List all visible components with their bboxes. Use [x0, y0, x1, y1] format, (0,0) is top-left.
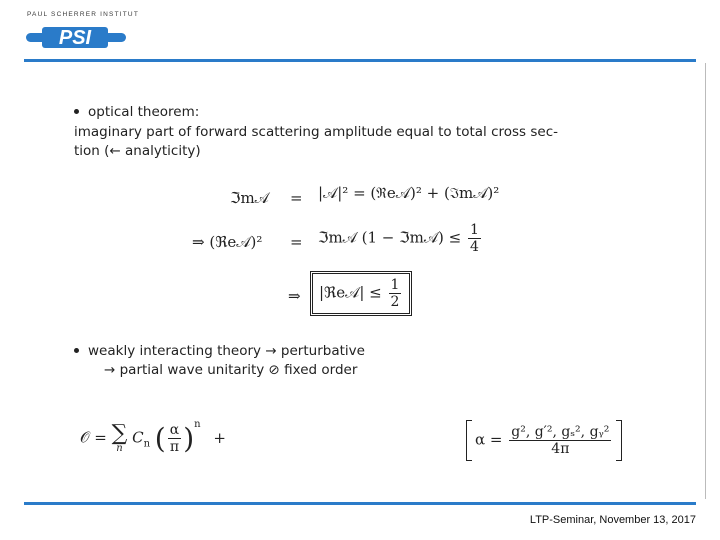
- bullet1-title: optical theorem:: [88, 104, 200, 120]
- bullet1-line2: tion (← analyticity): [74, 143, 201, 159]
- eq3-num: 1: [390, 277, 400, 293]
- eq1-lhs: ℑm𝒜: [230, 189, 269, 207]
- series-equation: 𝒪 = ∑ n $C_n$ ( $\frac{\alpha}{\pi}$ )$^n$ +: [80, 418, 226, 455]
- sum-symbol: [111, 420, 128, 454]
- bullet-icon: [74, 348, 79, 353]
- alpha-lhs: α =: [475, 430, 503, 449]
- footer-text: LTP-Seminar, November 13, 2017: [529, 514, 696, 526]
- bullet-weakly-interacting: [74, 342, 365, 361]
- right-border: [705, 63, 706, 499]
- eq2-fraction: [468, 222, 481, 255]
- bullet2-line2: → partial wave unitarity ⊘ fixed order: [104, 362, 358, 378]
- eq3-fraction: [389, 277, 402, 310]
- series-coeff-sub: n: [143, 438, 151, 450]
- eq2-lhs: ⇒ (ℜe𝒜)²: [192, 233, 263, 251]
- eq2-rhs-text: ℑm𝒜 (1 − ℑm𝒜) ≤: [318, 228, 462, 247]
- bullet-icon: [74, 109, 79, 114]
- eq3-arrow: ⇒: [288, 287, 301, 305]
- bullet2-line1: weakly interacting theory → perturbative: [88, 343, 365, 359]
- eq2-equals: =: [290, 233, 303, 251]
- sum-index: n: [116, 442, 123, 454]
- series-coeff: C: [132, 428, 144, 447]
- series-num: α: [169, 422, 180, 438]
- series-lhs: 𝒪 =: [80, 428, 107, 447]
- alpha-definition: [466, 420, 622, 461]
- series-exp: n: [194, 418, 201, 430]
- bullet-optical-theorem: [74, 103, 199, 122]
- bullet1-line1: imaginary part of forward scattering amplitude equal to total cross sec-: [74, 124, 559, 140]
- eq2-rhs: [318, 222, 483, 255]
- eq1-equals: =: [290, 189, 303, 207]
- alpha-den: 4π: [551, 441, 570, 457]
- alpha-num: g², g′², gₛ², gᵧ²: [511, 424, 610, 440]
- header-rule: [24, 59, 696, 62]
- eq3-box: [310, 271, 412, 316]
- eq3-boxed: [310, 271, 412, 316]
- eq1-rhs: |𝒜|² = (ℜe𝒜)² + (ℑm𝒜)²: [318, 184, 500, 202]
- series-plus: +: [213, 428, 226, 447]
- series-den: π: [169, 439, 180, 455]
- series-fraction: [168, 422, 181, 455]
- sum-sign: ∑: [111, 420, 128, 446]
- eq3-den: 2: [390, 294, 400, 310]
- eq2-num: 1: [469, 222, 479, 238]
- alpha-bracket: [466, 420, 622, 461]
- logo-caption: PAUL SCHERRER INSTITUT: [27, 11, 139, 18]
- footer-rule: [24, 502, 696, 505]
- logo-text: PSI: [58, 27, 92, 49]
- alpha-fraction: [509, 424, 611, 457]
- eq3-box-text: |ℜe𝒜| ≤: [319, 283, 382, 302]
- eq2-den: 4: [469, 239, 479, 255]
